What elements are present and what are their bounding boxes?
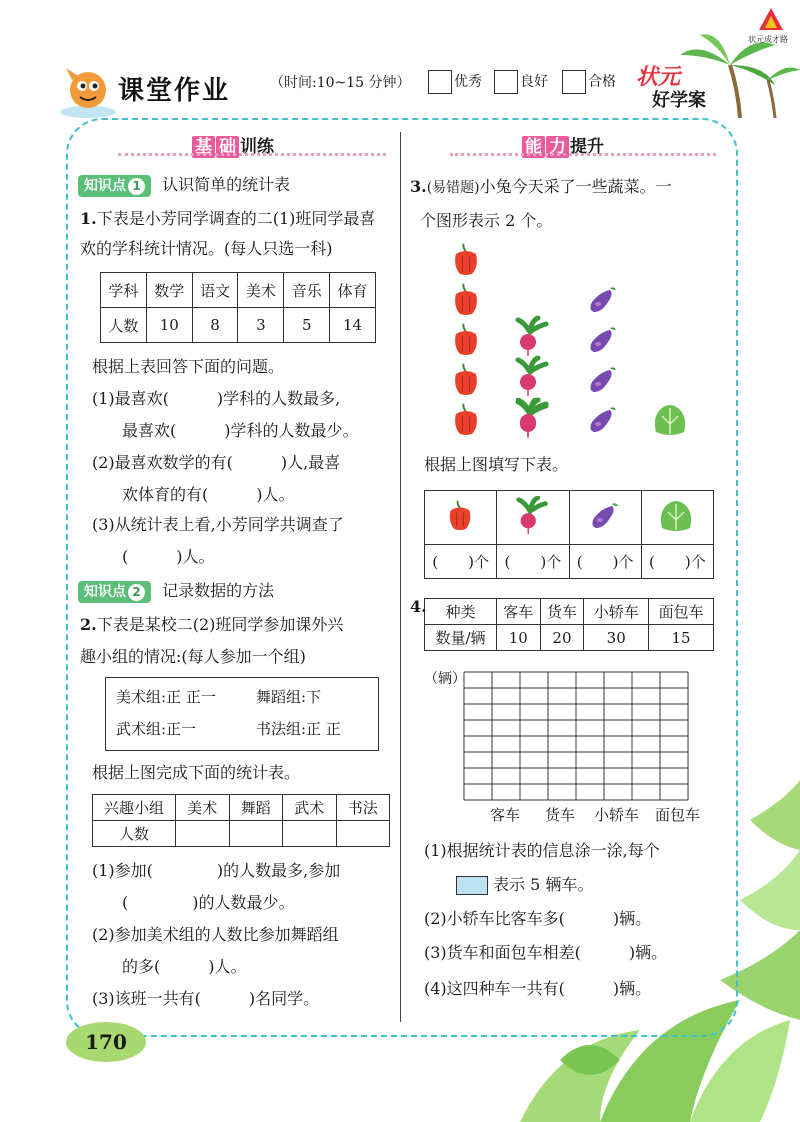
q2-sub2b[interactable]: 的多( )人。 — [122, 957, 247, 976]
q2-stem-line1: 2.下表是某校二(2)班同学参加课外兴 — [80, 615, 344, 634]
vegetable-pictograph — [440, 240, 710, 445]
eggplant-icon — [590, 287, 616, 432]
grade-pass[interactable]: 合格 — [562, 70, 616, 94]
tally-board — [105, 677, 379, 751]
q4-sub1b: 表示 5 辆车。 — [456, 874, 593, 896]
grade-good[interactable]: 良好 — [494, 70, 548, 94]
q4-sub1a: (1)根据统计表的信息涂一涂,每个 — [424, 841, 660, 860]
q1-prompt: 根据上表回答下面的问题。 — [92, 357, 285, 376]
q4-number: 4. — [410, 597, 427, 616]
answer-cell[interactable]: ( )个 — [497, 545, 569, 579]
q2-stem-line2: 趣小组的情况:(每人参加一个组) — [80, 647, 306, 666]
grade-checkbox[interactable] — [494, 70, 518, 94]
q2-sub1b[interactable]: ( )的人数最少。 — [122, 893, 295, 912]
grid-label-truck: 货车 — [545, 806, 576, 824]
q3-prompt: 根据上图填写下表。 — [424, 455, 569, 474]
publisher-logo-icon — [757, 6, 785, 32]
legend-swatch — [456, 876, 488, 895]
section-dots — [118, 153, 386, 159]
pepper-icon — [455, 244, 477, 435]
tally-dance: 舞蹈组:下 — [256, 688, 322, 706]
cartoon-mascot-icon — [58, 62, 118, 122]
q4-sub4[interactable]: (4)这四种车一共有( )辆。 — [424, 979, 652, 998]
grid-label-car: 小轿车 — [594, 806, 640, 824]
section-ability-improve: 能 力 提升 — [522, 132, 604, 158]
q1-sub1b[interactable]: 最喜欢( )学科的人数最少。 — [122, 421, 359, 440]
brand-bottom: 好学案 — [652, 90, 706, 111]
bar-chart-grid[interactable] — [460, 668, 692, 804]
q1-sub2b[interactable]: 欢体育的有( )人。 — [122, 485, 295, 504]
answer-cell[interactable] — [283, 821, 337, 847]
q4-sub2[interactable]: (2)小轿车比客车多( )辆。 — [424, 909, 652, 928]
publisher-name: 状元成才路 — [748, 35, 788, 44]
grade-checkbox[interactable] — [562, 70, 586, 94]
cabbage-icon — [655, 405, 685, 435]
answer-cell[interactable]: ( )个 — [425, 545, 497, 579]
tally-calligraphy: 书法组:正 正 — [256, 720, 341, 738]
time-info: （时间:10~15 分钟） — [270, 75, 411, 91]
grade-excellent[interactable]: 优秀 — [428, 70, 482, 94]
radish-icon — [516, 496, 550, 536]
answer-cell[interactable] — [176, 821, 230, 847]
grid-unit-label: （辆） — [424, 671, 466, 687]
q4-sub3[interactable]: (3)货车和面包车相差( )辆。 — [424, 943, 668, 962]
answer-cell[interactable]: ( )个 — [569, 545, 641, 579]
q3-stem-line2: 个图形表示 2 个。 — [420, 211, 553, 230]
knowledge-point-1: 知识点 1 认识简单的统计表 — [78, 174, 290, 196]
q1-sub3b[interactable]: ( )人。 — [122, 547, 215, 566]
grid-label-bus: 客车 — [490, 806, 521, 824]
q2-prompt: 根据上图完成下面的统计表。 — [92, 763, 301, 782]
radish-icon — [518, 278, 546, 316]
answer-cell[interactable]: ( )个 — [641, 545, 713, 579]
tally-art: 美术组:正 正一 — [116, 688, 216, 706]
q4-vehicle-table: 种类 客车 货车 小轿车 面包车 数量/辆 10 20 30 15 — [424, 598, 714, 651]
section-dots — [450, 153, 716, 159]
column-divider — [400, 132, 401, 1022]
tally-martial: 武术组:正一 — [116, 720, 197, 738]
eggplant-icon — [588, 500, 622, 532]
q2-sub1a[interactable]: (1)参加( )的人数最多,参加 — [92, 861, 341, 880]
grid-label-van: 面包车 — [655, 806, 701, 824]
radish-icon — [516, 398, 550, 438]
pepper-icon — [446, 500, 476, 532]
section-basic-training: 基 础 训练 — [192, 132, 274, 158]
q1-stem-line1: 1.下表是小芳同学调查的二(1)班同学最喜 — [80, 209, 376, 228]
brand-top: 状元 — [636, 65, 681, 90]
q2-sub3[interactable]: (3)该班一共有( )名同学。 — [92, 989, 320, 1008]
page-title: 课堂作业 — [118, 76, 231, 106]
q1-sub3a: (3)从统计表上看,小芳同学共调查了 — [92, 515, 344, 534]
answer-cell[interactable] — [336, 821, 390, 847]
grade-checkbox[interactable] — [428, 70, 452, 94]
q2-sub2a: (2)参加美术组的人数比参加舞蹈组 — [92, 925, 339, 944]
q1-subject-table: 学科 数学 语文 美术 音乐 体育 人数 10 8 3 5 14 — [100, 272, 376, 343]
answer-cell[interactable] — [229, 821, 283, 847]
q3-stem-line1: 3.(易错题)小兔今天采了一些蔬菜。一 — [410, 177, 672, 196]
cabbage-icon — [658, 498, 696, 534]
q2-group-table: 兴趣小组 美术 舞蹈 武术 书法 人数 — [92, 794, 390, 847]
q1-sub1a[interactable]: (1)最喜欢( )学科的人数最多, — [92, 389, 341, 408]
q1-sub2a[interactable]: (2)最喜欢数学的有( )人,最喜 — [92, 453, 341, 472]
q3-answer-table — [424, 490, 714, 579]
knowledge-point-2: 知识点 2 记录数据的方法 — [78, 580, 274, 602]
page-number: 170 — [66, 1022, 146, 1062]
q1-stem-line2: 欢的学科统计情况。(每人只选一科) — [80, 239, 333, 258]
